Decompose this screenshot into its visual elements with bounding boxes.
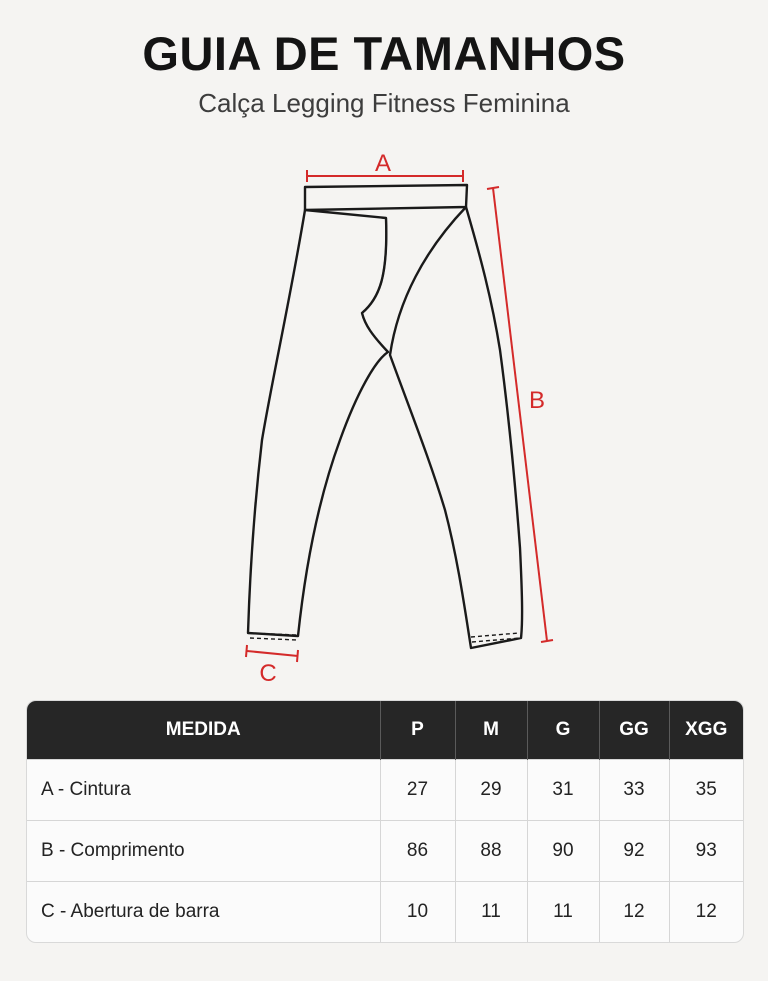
row-label: C - Abertura de barra: [27, 882, 380, 943]
cell-value: 92: [599, 821, 669, 882]
cell-value: 10: [380, 882, 455, 943]
cell-value: 35: [669, 760, 743, 821]
header-size-g: G: [527, 701, 599, 760]
legging-diagram: [0, 140, 768, 690]
table-row: [27, 760, 743, 821]
cell-value: 88: [455, 821, 527, 882]
cell-value: 11: [527, 882, 599, 943]
cell-value: 11: [455, 882, 527, 943]
row-label: B - Comprimento: [27, 821, 380, 882]
cell-value: 33: [599, 760, 669, 821]
cell-value: 29: [455, 760, 527, 821]
header-medida: MEDIDA: [27, 701, 380, 760]
cell-value: 90: [527, 821, 599, 882]
header-size-gg: GG: [599, 701, 669, 760]
cell-value: 12: [669, 882, 743, 943]
size-table: [26, 700, 744, 943]
cell-value: 27: [380, 760, 455, 821]
table-row: [27, 882, 743, 943]
measure-a-label: A: [374, 150, 392, 177]
cell-value: 31: [527, 760, 599, 821]
header-size-m: M: [455, 701, 527, 760]
table-row: [27, 821, 743, 882]
page-subtitle: Calça Legging Fitness Feminina: [198, 88, 570, 118]
cell-value: 12: [599, 882, 669, 943]
header-size-xgg: XGG: [669, 701, 743, 760]
page-title: GUIA DE TAMANHOS: [142, 27, 626, 80]
cell-value: 86: [380, 821, 455, 882]
row-label: A - Cintura: [27, 760, 380, 821]
cell-value: 93: [669, 821, 743, 882]
table-header-row: [27, 701, 743, 760]
header-size-p: P: [380, 701, 455, 760]
measure-c-label: C: [259, 660, 277, 687]
measure-b-label: B: [528, 387, 546, 414]
